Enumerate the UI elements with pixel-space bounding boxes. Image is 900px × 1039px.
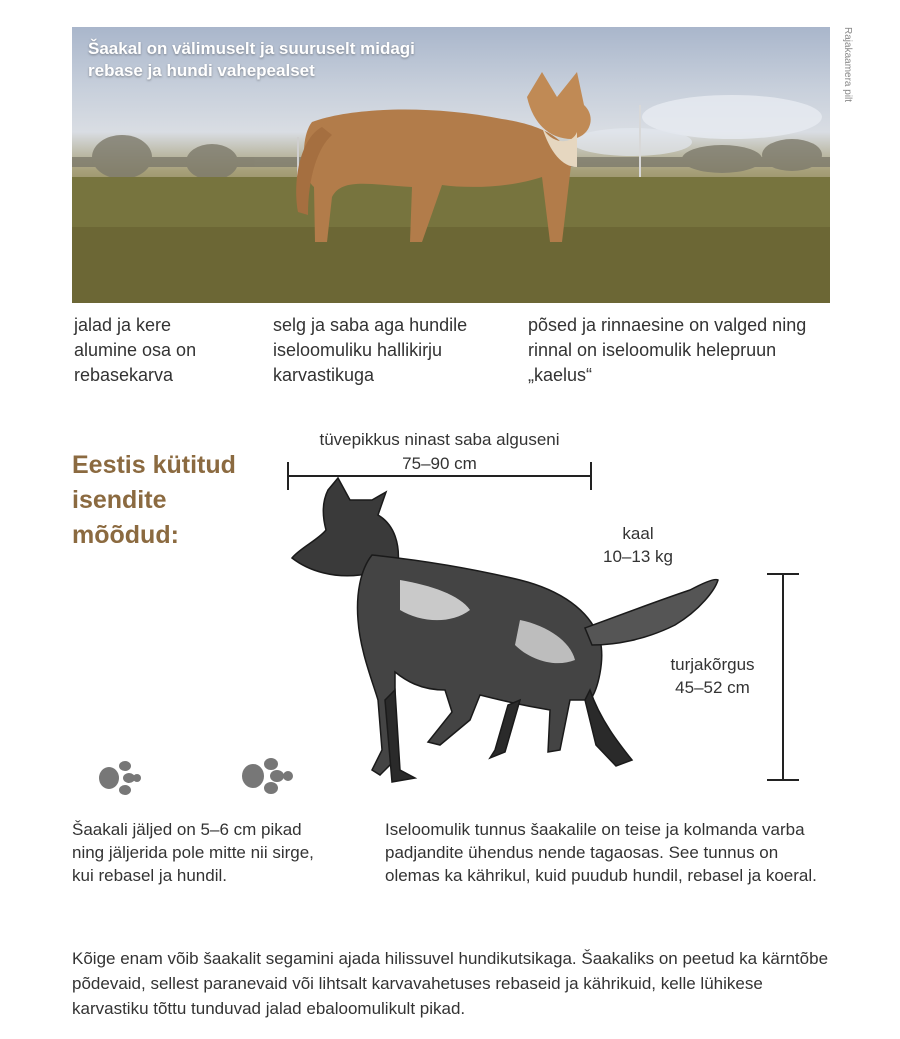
feature-back-tail: selg ja saba aga hundile iseloomuliku hallikirju karvastikuga xyxy=(273,315,468,385)
height-value: 45–52 cm xyxy=(675,678,750,697)
tracks-trait-note: Iseloomulik tunnus šaakalile on teise ja kolmanda varba padjandite ühendus nende tagaosas. See tunnus on olemas ka kährikul, kuid puudub hundil, rebasel ja koeral. xyxy=(385,820,817,885)
photo-credit: Rajakaamera pilt xyxy=(842,27,853,103)
body-length-value: 75–90 cm xyxy=(402,454,477,473)
weight-value: 10–13 kg xyxy=(603,547,673,566)
feature-legs: jalad ja kere alumine osa on rebasekarva xyxy=(74,315,197,385)
jackal-sketch xyxy=(292,478,718,782)
measurements-heading: Eestis kütitud isendite mõõdud: xyxy=(72,451,236,549)
tracks-size-note: Šaakali jäljed on 5–6 cm pikad ning jäljerida pole mitte nii sirge, kui rebasel ja hundil. xyxy=(72,820,314,885)
paw-print-icon xyxy=(95,758,145,798)
feature-cheeks-chest: põsed ja rinnaesine on valged ning rinnal on iseloomulik helepruun „kaelus“ xyxy=(528,315,807,385)
height-label: turjakõrgus xyxy=(670,655,755,674)
height-bracket xyxy=(767,574,799,780)
paw-print-icon xyxy=(233,755,295,797)
photo-caption: Šaakal on välimuselt ja suuruselt midagi rebase ja hundi vahepealset xyxy=(88,39,415,80)
body-length-label: tüvepikkus ninast saba alguseni xyxy=(319,430,560,449)
weight-label: kaal xyxy=(622,524,654,543)
bottom-paragraph: Kõige enam võib šaakalit segamini ajada hilissuvel hundikutsikaga. Šaakaliks on peetud ka kärntõbe põdevaid, sellest paranevaid või lihtsalt karvavahetuses rebaseid ja kährikuid, kelle lühikese karvastiku tõttu tunduvad jalad ebaloomulikult pikad. xyxy=(72,949,829,1018)
